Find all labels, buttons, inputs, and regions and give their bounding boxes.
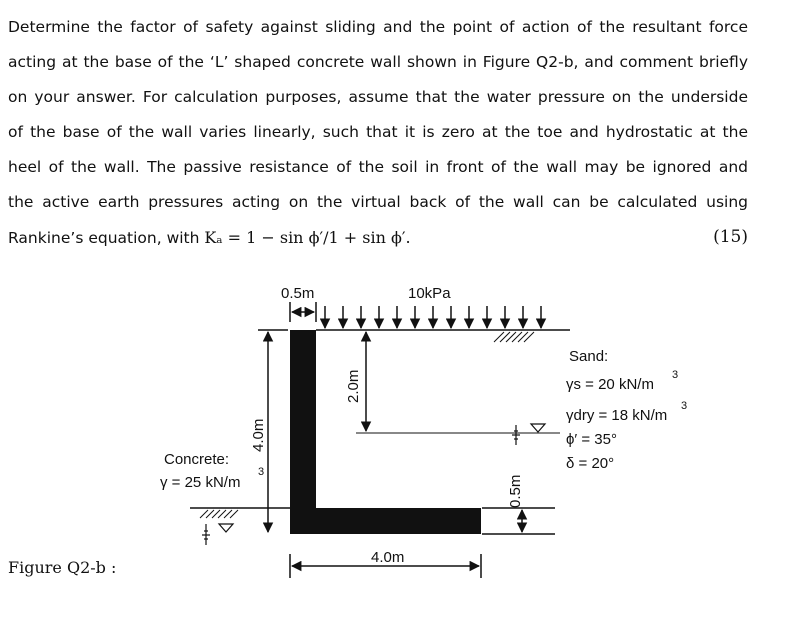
question-line-5: heel of the wall. The passive resistance of the soil in front of the wall may be ignored and — [8, 158, 748, 176]
sand-title: Sand: — [569, 348, 609, 365]
water-depth-label: 2.0m — [345, 369, 362, 403]
sand-phi: ϕ′ = 35° — [566, 431, 617, 448]
question-line-2: acting at the base of the ‘L’ shaped concrete wall shown in Figure Q2-b, and comment briefly — [8, 53, 748, 71]
height-label: 4.0m — [250, 418, 267, 452]
marks: (15) — [713, 227, 748, 247]
base-thickness-dimension — [482, 508, 555, 534]
sand-gamma-s: γs = 20 kN/m — [566, 376, 654, 393]
question-line-6: the active earth pressures acting on the virtual back of the wall can be calculated using — [8, 193, 748, 211]
front-ground-hatch — [200, 510, 238, 518]
ground-hatch — [494, 332, 534, 342]
concrete-gamma-exponent: 3 — [258, 466, 265, 478]
concrete-gamma: γ = 25 kN/m — [160, 474, 241, 491]
sand-gamma-s-exponent: 3 — [672, 369, 679, 381]
water-table-symbol-back — [512, 424, 545, 445]
sand-gamma-dry: γdry = 18 kN/m — [566, 407, 668, 424]
concrete-wall — [290, 330, 481, 534]
sand-delta: δ = 20° — [566, 455, 615, 472]
question-line-1: Determine the factor of safety against sliding and the point of action of the resultant force — [8, 18, 748, 36]
base-thickness-label: 0.5m — [507, 474, 524, 508]
water-table-symbol-front — [202, 524, 233, 545]
rankine-equation: Kₐ = 1 − sin ϕ′/1 + sin ϕ′. — [204, 228, 411, 247]
surcharge-label: 10kPa — [408, 285, 451, 302]
figure-caption: Figure Q2-b : — [8, 558, 117, 577]
question-line-3: on your answer. For calculation purposes, assume that the water pressure on the underside — [8, 88, 748, 106]
surcharge-arrows — [325, 306, 541, 328]
question-line-4: of the base of the wall varies linearly, such that it is zero at the toe and hydrostatic at the — [8, 123, 748, 141]
stem-width-dimension — [290, 302, 316, 322]
stem-width-label: 0.5m — [281, 285, 315, 302]
question-line-7-text: Rankine’s equation, with — [8, 229, 205, 247]
sand-gamma-dry-exponent: 3 — [681, 400, 688, 412]
water-depth-dimension — [356, 332, 560, 433]
base-length-label: 4.0m — [371, 549, 405, 566]
concrete-title: Concrete: — [164, 451, 230, 468]
